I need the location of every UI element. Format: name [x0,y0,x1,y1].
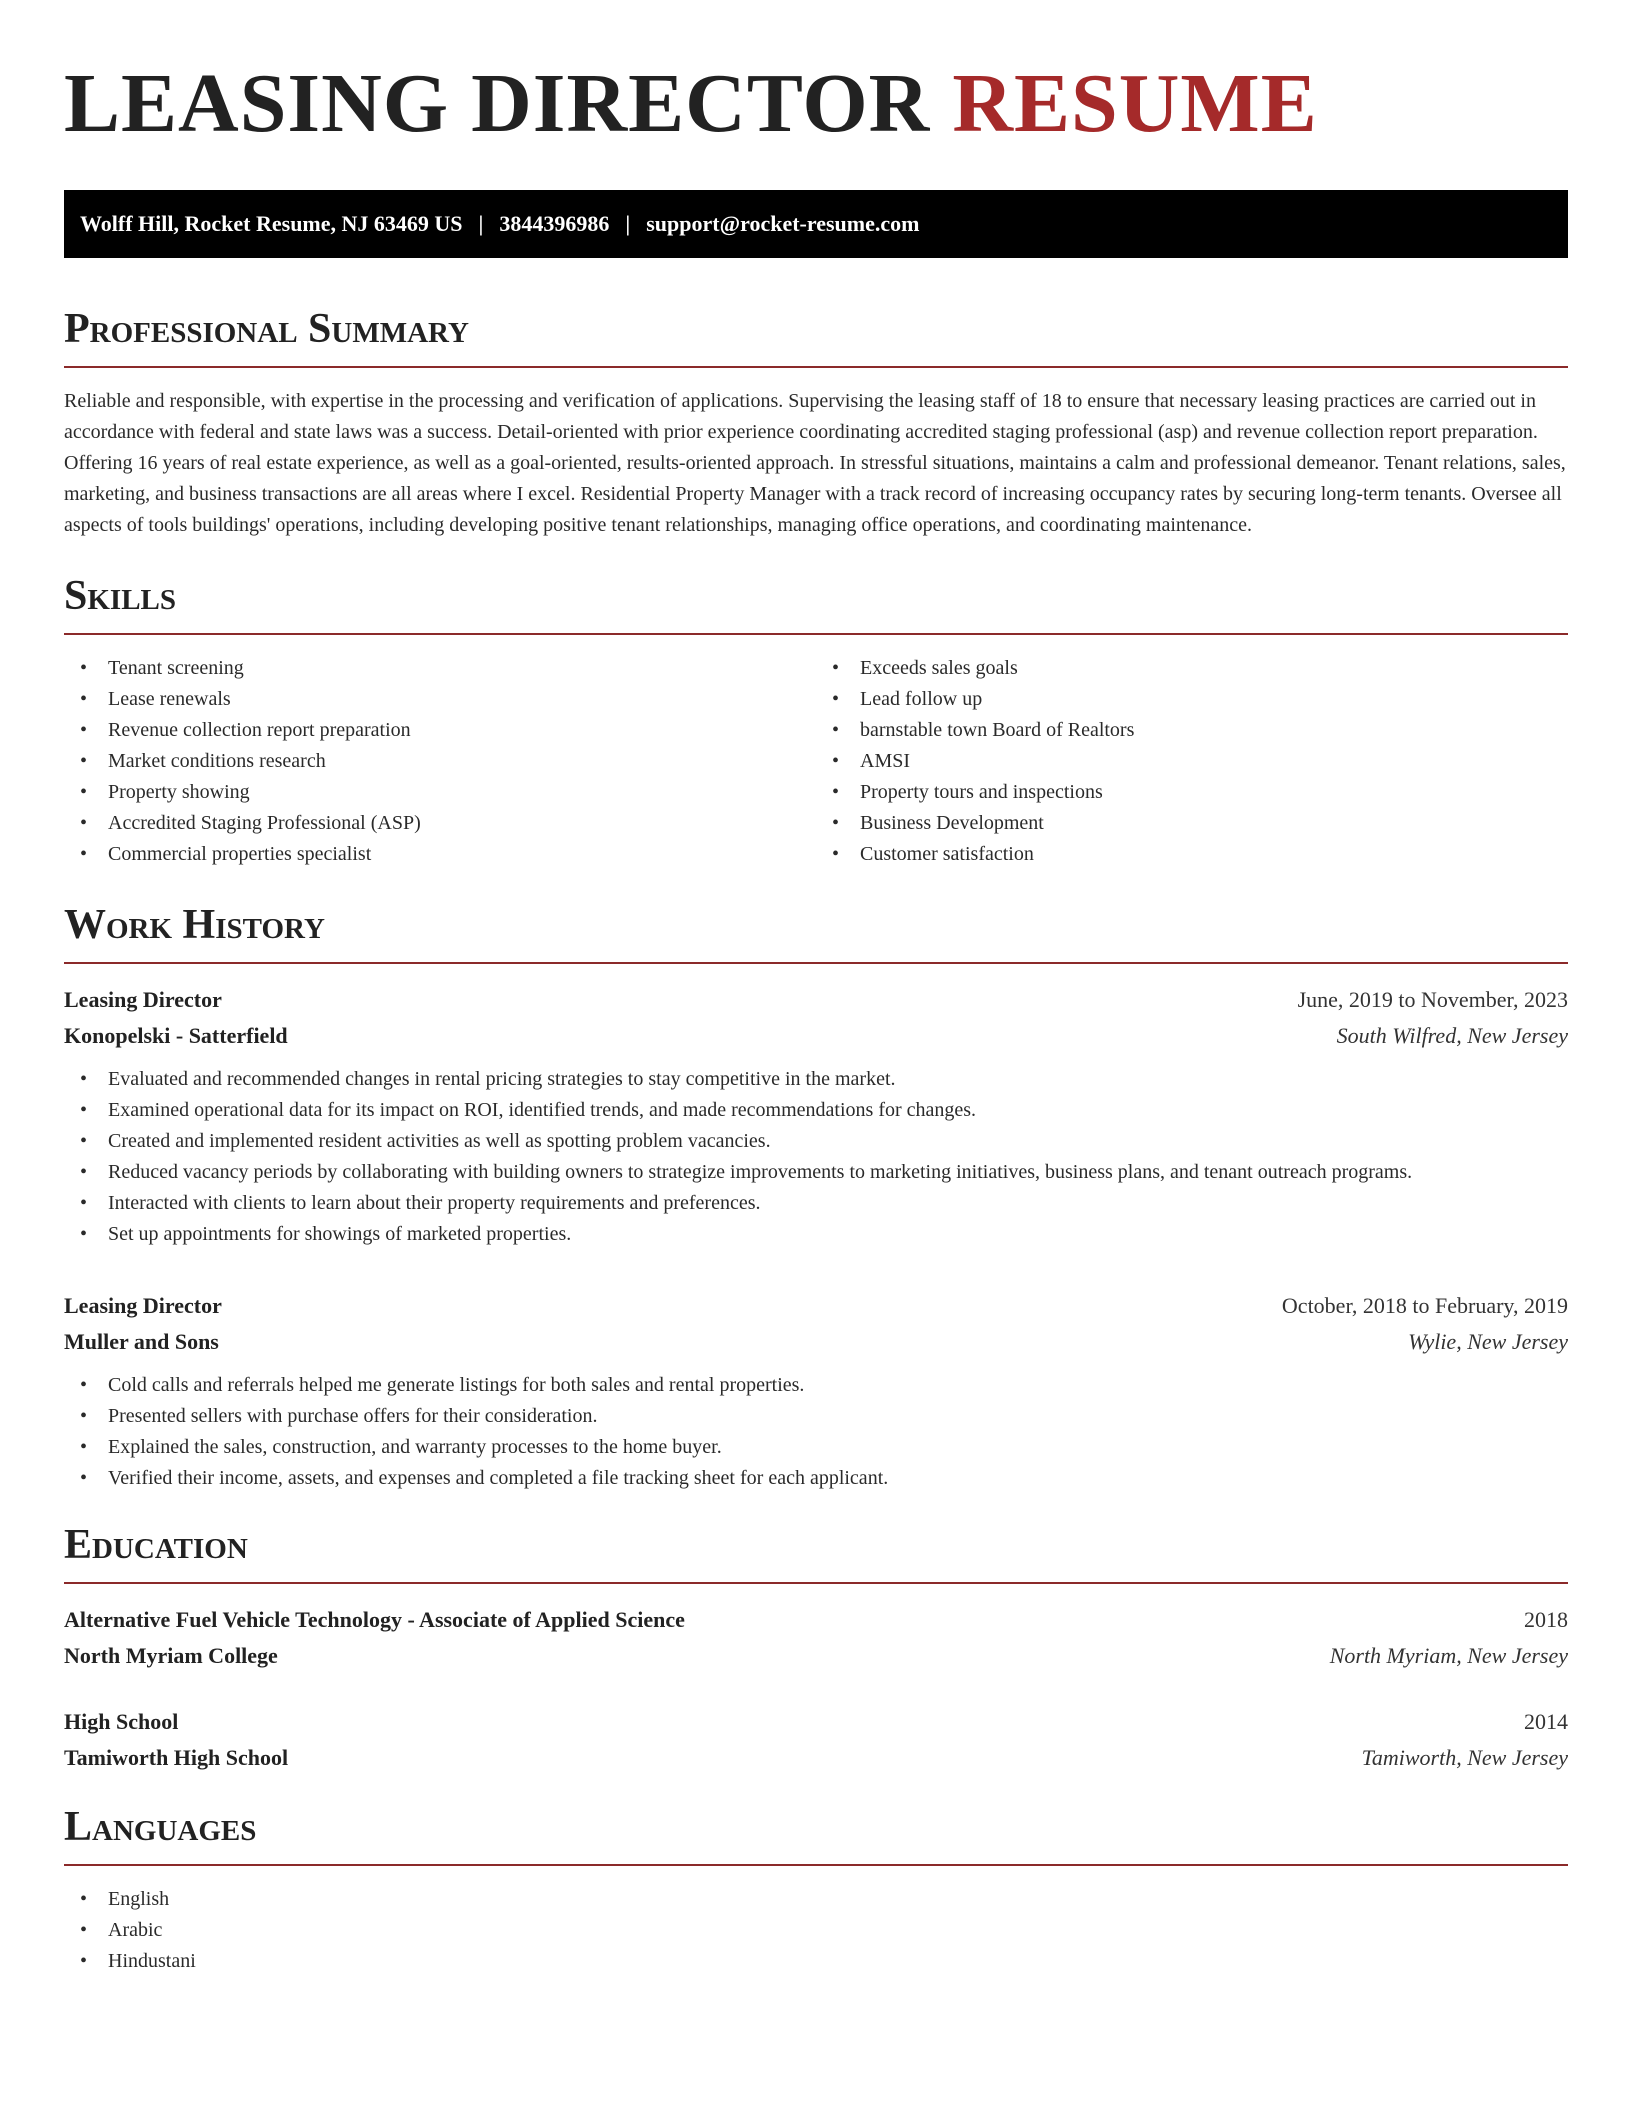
job-bullet: • Reduced vacancy periods by collaborating with building owners to strategize improvements to marketing initiatives, business plans, and tenant outreach programs. [64,1157,1568,1188]
education-year: 2018 [1524,1607,1568,1632]
skill-item: • barnstable town Board of Realtors [816,715,1568,746]
section-divider [64,366,1568,368]
skill-item: • Customer satisfaction [816,839,1568,870]
contact-separator: | [478,211,484,236]
job-title: Leasing Director [64,1293,222,1318]
skill-item: • Property tours and inspections [816,777,1568,808]
summary-heading: Professional Summary [64,306,469,352]
education-degree: Alternative Fuel Vehicle Technology - Associate of Applied Science [64,1607,685,1632]
job-bullet: • Set up appointments for showings of marketed properties. [64,1219,1568,1250]
skill-item: • Lead follow up [816,684,1568,715]
job-title: Leasing Director [64,987,222,1012]
job-bullet: • Evaluated and recommended changes in rental pricing strategies to stay competitive in the market. [64,1064,1568,1095]
language-item: • English [64,1884,1568,1915]
education-section [64,1520,1568,1776]
education-degree: High School [64,1709,179,1734]
skills-list-left [64,653,816,870]
title-accent: RESUME [952,57,1318,150]
section-divider [64,633,1568,635]
language-item: • Hindustani [64,1946,1568,1977]
skills-section [64,571,1568,870]
job-bullet: • Examined operational data for its impact on ROI, identified trends, and made recommendations for changes. [64,1095,1568,1126]
contact-separator: | [625,211,631,236]
skill-item: • Accredited Staging Professional (ASP) [64,808,816,839]
section-divider [64,1582,1568,1584]
skills-grid [64,653,1568,870]
job-dates: June, 2019 to November, 2023 [1297,987,1568,1012]
education-subheader [64,1638,1568,1674]
language-item: • Arabic [64,1915,1568,1946]
skill-item: • Exceeds sales goals [816,653,1568,684]
job-bullet: • Created and implemented resident activities as well as spotting problem vacancies. [64,1126,1568,1157]
education-heading: Education [64,1522,248,1568]
skill-item: • Tenant screening [64,653,816,684]
job-bullet: • Verified their income, assets, and expenses and completed a file tracking sheet for each applicant. [64,1463,1568,1494]
education-header [64,1602,1568,1638]
skill-item: • Commercial properties specialist [64,839,816,870]
skill-item: • Business Development [816,808,1568,839]
contact-phone: 3844396986 [499,211,610,236]
job-bullets [64,1370,1568,1494]
education-entry [64,1704,1568,1776]
contact-email: support@rocket-resume.com [646,211,920,236]
skills-list-right [816,653,1568,870]
contact-address: Wolff Hill, Rocket Resume, NJ 63469 US [80,211,463,236]
summary-text: Reliable and responsible, with expertise in the processing and verification of applications. Supervising the leasing staff of 18 to ensure that necessary leasing practices are carried out in accordance with federal and state laws was a success. Detail-oriented with prior experience coordinating accredited staging professional (asp) and revenue collection report preparation. Offering 16 years of real estate experience, as well as a goal-oriented, results-oriented approach. In stressful situations, maintains a calm and professional demeanor. Tenant relations, sales, marketing, and business transactions are all areas where I excel. Residential Property Manager with a track record of increasing occupancy rates by securing long-term tenants. Oversee all aspects of tools buildings' operations, including developing positive tenant relationships, managing office operations, and coordinating maintenance. [64,390,1566,536]
job-company: Muller and Sons [64,1329,219,1354]
skill-item: • Lease renewals [64,684,816,715]
job-location: South Wilfred, New Jersey [1336,1023,1568,1048]
skill-item: • AMSI [816,746,1568,777]
job-subheader [64,1018,1568,1054]
education-entry [64,1602,1568,1674]
section-divider [64,962,1568,964]
languages-section [64,1802,1568,1977]
job-company: Konopelski - Satterfield [64,1023,288,1048]
resume-title [64,56,1568,152]
job-subheader [64,1324,1568,1360]
job-location: Wylie, New Jersey [1408,1329,1568,1354]
skills-heading: Skills [64,573,177,619]
education-location: Tamiworth, New Jersey [1361,1745,1568,1770]
education-subheader [64,1740,1568,1776]
education-school: North Myriam College [64,1643,278,1668]
section-divider [64,1864,1568,1866]
job-bullet: • Explained the sales, construction, and warranty processes to the home buyer. [64,1432,1568,1463]
education-header [64,1704,1568,1740]
job-bullet: • Interacted with clients to learn about their property requirements and preferences. [64,1188,1568,1219]
contact-bar [64,190,1568,258]
title-main: LEASING DIRECTOR [64,57,931,150]
summary-section [64,304,1568,541]
job-bullet: • Presented sellers with purchase offers for their consideration. [64,1401,1568,1432]
job-bullet: • Cold calls and referrals helped me generate listings for both sales and rental properties. [64,1370,1568,1401]
job-entry [64,1288,1568,1494]
job-header [64,1288,1568,1324]
skill-item: • Market conditions research [64,746,816,777]
skill-item: • Property showing [64,777,816,808]
work-section [64,900,1568,1494]
job-entry [64,982,1568,1250]
job-header [64,982,1568,1018]
skill-item: • Revenue collection report preparation [64,715,816,746]
job-bullets [64,1064,1568,1250]
job-dates: October, 2018 to February, 2019 [1281,1293,1568,1318]
education-location: North Myriam, New Jersey [1329,1643,1568,1668]
languages-heading: Languages [64,1804,257,1850]
education-year: 2014 [1524,1709,1568,1734]
work-heading: Work History [64,902,325,948]
languages-list [64,1884,1568,1977]
education-school: Tamiworth High School [64,1745,289,1770]
